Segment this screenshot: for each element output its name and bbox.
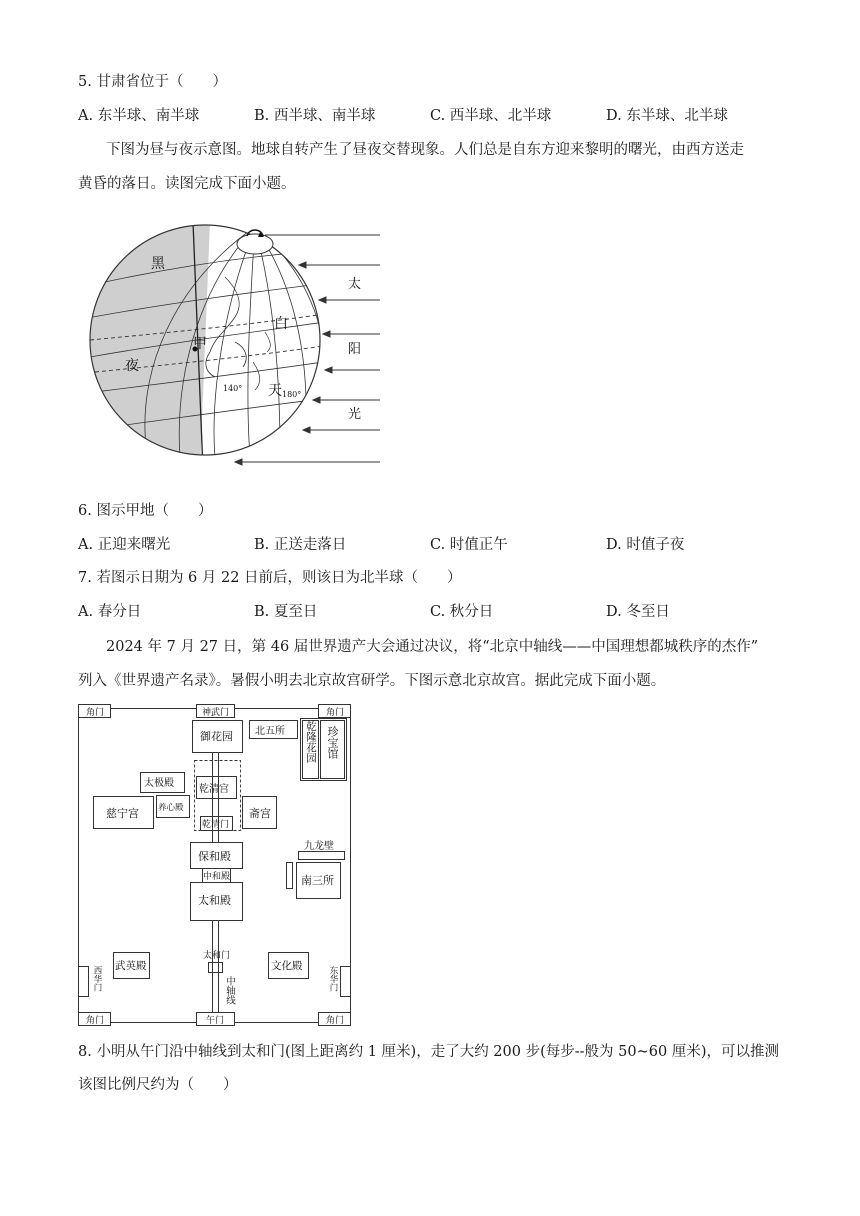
q7-option-c: C. 秋分日: [430, 604, 494, 620]
north-pole-ellipse: [237, 234, 273, 254]
label-lon-140: 140°: [223, 384, 243, 393]
q8-line1: 8. 小明从午门沿中轴线到太和门(图上距离约 1 厘米)，走了大约 200 步(每步--般为 50~60 厘米)，可以推测: [78, 1044, 779, 1060]
label-jiulongbi: 九龙壁: [304, 841, 334, 852]
label-corner-gate-sw: 角门: [86, 1016, 105, 1026]
label-qianqing-palace: 乾清宫: [199, 784, 229, 795]
intro2-line1: 2024 年 7 月 27 日，第 46 届世界遗产大会通过决议，将“北京中轴线——中国理想都城秩序的杰作”: [106, 639, 759, 655]
intro2-line2: 列入《世界遗产名录》。暑假小明去北京故宫研学。下图示意北京故宫。据此完成下面小题。: [78, 673, 666, 689]
q5-stem: 5. 甘肃省位于（ ）: [78, 74, 227, 90]
label-wuying: 武英殿: [115, 960, 147, 972]
label-shenwu-gate: 神武门: [202, 708, 230, 718]
label-sun-3: 光: [348, 407, 362, 422]
q6-stem: 6. 图示甲地（ ）: [78, 503, 213, 519]
label-yuhuayuan: 御花园: [200, 730, 233, 743]
label-taihe: 太和殿: [198, 894, 231, 907]
label-qianlong-garden: 乾隆花园: [305, 721, 317, 763]
label-axis: 中轴线: [224, 976, 235, 1005]
label-baohe: 保和殿: [198, 850, 231, 863]
day-night-globe-figure: [85, 222, 385, 470]
label-donghua: 东华门: [328, 966, 338, 992]
label-yangxin: 养心殿: [158, 803, 184, 813]
xihua-gate: [79, 967, 89, 997]
donghua-gate: [341, 967, 351, 997]
taihe-gate-building: [209, 963, 223, 973]
label-corner-gate-nw: 角门: [86, 708, 105, 718]
intro1-line1: 下图为昼与夜示意图。地球自转产生了昼夜交替现象。人们总是自东方迎来黎明的曙光，由西方送走: [106, 142, 744, 158]
q6-option-b: B. 正送走落日: [254, 537, 347, 553]
label-taihe-gate: 太和门: [203, 951, 231, 961]
label-taiji: 太极殿: [144, 778, 174, 789]
q6-option-d: D. 时值子夜: [606, 537, 685, 553]
label-wenhua: 文化殿: [271, 960, 303, 972]
label-zhaigong: 斋宫: [249, 807, 271, 820]
label-day-1: 白: [274, 316, 288, 332]
label-corner-gate-ne: 角门: [326, 708, 345, 718]
label-zhonghe: 中和殿: [203, 872, 231, 882]
jiulongbi-wall: [299, 852, 345, 860]
label-beiwusuo: 北五所: [255, 726, 285, 737]
label-xihua: 西华门: [92, 966, 102, 992]
q5-option-b: B. 西半球、南半球: [254, 108, 376, 124]
q5-option-a: A. 东半球、南半球: [78, 108, 200, 124]
intro1-line2: 黄昏的落日。读图完成下面小题。: [78, 176, 296, 192]
q7-option-d: D. 冬至日: [606, 604, 670, 620]
q6-option-a: A. 正迎来曙光: [78, 537, 171, 553]
label-night-1: 黑: [151, 256, 165, 272]
q7-option-a: A. 春分日: [78, 604, 142, 620]
nansansuo-side-building: [287, 863, 293, 889]
q7-option-b: B. 夏至日: [254, 604, 318, 620]
label-lon-180: 180°: [282, 390, 302, 399]
label-zhenbaoguan: 珍宝馆: [326, 726, 339, 759]
label-wu-gate: 午门: [206, 1016, 225, 1026]
label-point-jia: 甲: [193, 336, 207, 352]
label-cining: 慈宁宫: [106, 807, 139, 820]
label-night-2: 夜: [125, 358, 139, 374]
forbidden-city-map: [78, 704, 352, 1028]
label-nansansuo: 南三所: [301, 874, 334, 887]
label-qianqing-gate: 乾清门: [202, 820, 230, 830]
label-sun-2: 阳: [348, 342, 362, 357]
q7-stem: 7. 若图示日期为 6 月 22 日前后，则该日为北半球（ ）: [78, 570, 462, 586]
q6-option-c: C. 时值正午: [430, 537, 508, 553]
label-corner-gate-se: 角门: [326, 1016, 345, 1026]
label-sun-1: 太: [348, 277, 362, 292]
q8-line2: 该图比例尺约为（ ）: [78, 1077, 238, 1093]
label-day-2: 天: [268, 383, 282, 399]
q5-option-c: C. 西半球、北半球: [430, 108, 552, 124]
q5-option-d: D. 东半球、北半球: [606, 108, 728, 124]
